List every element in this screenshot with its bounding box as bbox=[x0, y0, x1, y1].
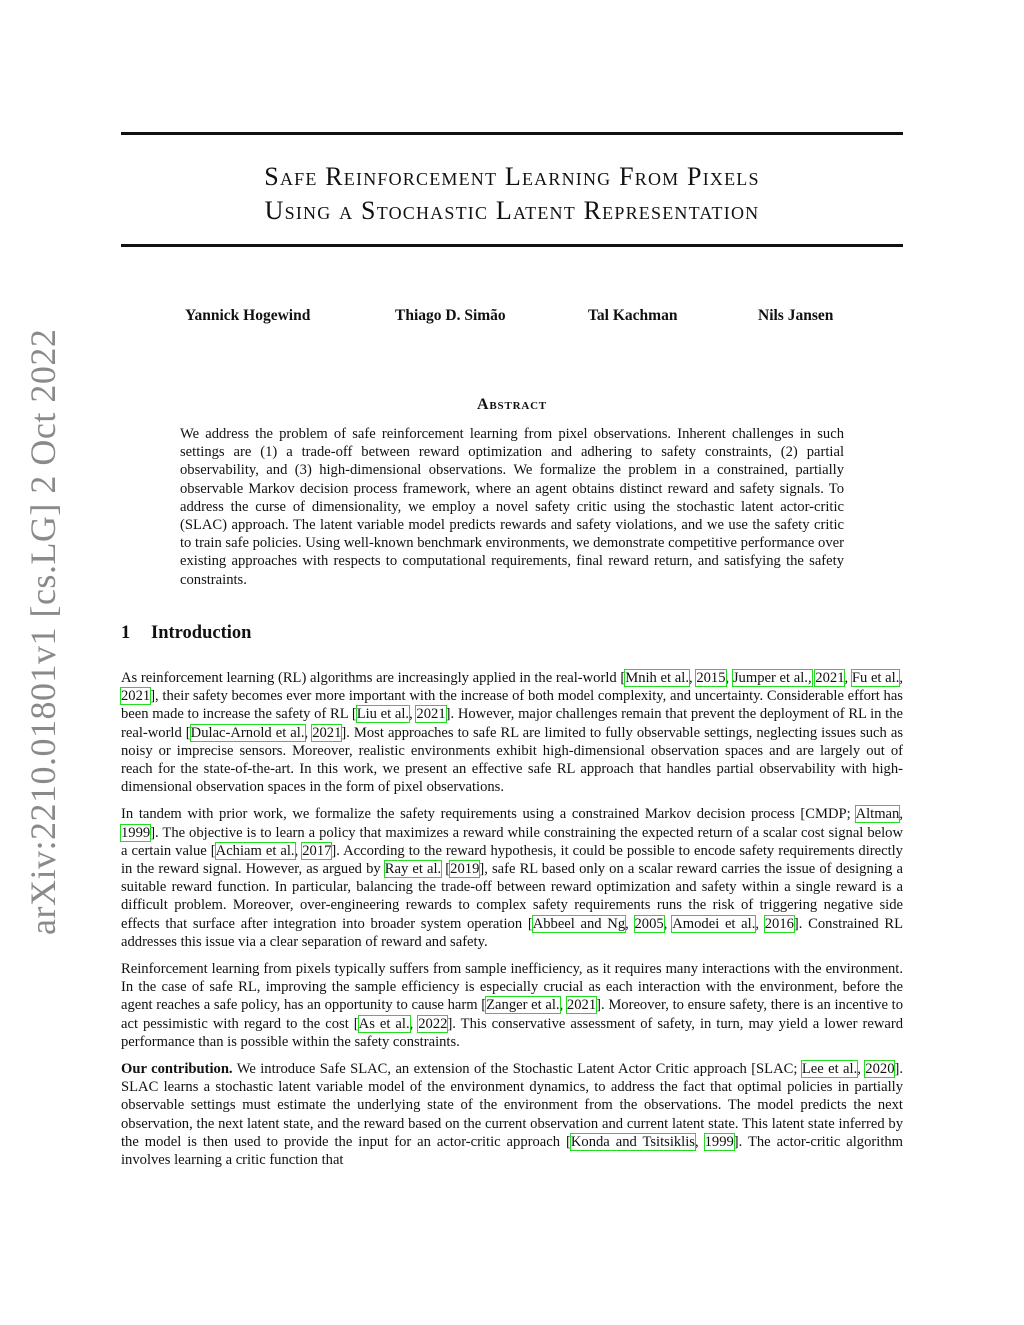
author-3: Tal Kachman bbox=[588, 307, 678, 324]
text-run: , bbox=[694, 1133, 705, 1150]
citation-link[interactable]: Amodei et al. bbox=[672, 915, 756, 932]
citation-link[interactable]: Dulac-Arnold et al. bbox=[190, 724, 305, 741]
abstract-heading: Abstract bbox=[477, 396, 547, 413]
text-run: , bbox=[294, 842, 303, 859]
text-run: In tandem with prior work, we formalize the safety requirements using a constrained Markov decision process [CMDP; bbox=[121, 806, 856, 823]
text-run: , bbox=[857, 1061, 866, 1078]
paragraph-1 bbox=[121, 669, 903, 796]
citation-link[interactable]: 2016 bbox=[764, 915, 794, 932]
arxiv-identifier: arXiv:2210.01801v1 [cs.LG] 2 Oct 2022 bbox=[23, 328, 63, 935]
text-run: , bbox=[304, 724, 313, 741]
text-run: , bbox=[409, 706, 417, 723]
text-run: , bbox=[725, 670, 733, 686]
text-run: , bbox=[559, 997, 567, 1014]
title-line-2: Using a Stochastic Latent Representation bbox=[264, 196, 760, 225]
text-run: ]. This conservative assessment of safety, in turn, may yield a lower reward performance than is possible within the safety constraints. bbox=[121, 1015, 903, 1050]
citation-link[interactable]: 2005 bbox=[634, 915, 664, 932]
paragraph-2 bbox=[121, 805, 903, 951]
citation-link[interactable]: Konda and Tsitsiklis bbox=[570, 1133, 695, 1150]
citation-link[interactable]: 2021 bbox=[312, 724, 342, 741]
text-run: ]. The objective is to learn a policy that maximizes a reward while constraining the expected return of a scalar cost signal below a certain value [ bbox=[121, 824, 903, 859]
paragraph-lead: Our contribution. bbox=[121, 1061, 233, 1078]
text-run: ]. Constrained RL addresses this issue via a clear separation of reward and safety. bbox=[121, 915, 904, 950]
citation-link[interactable]: 2021 bbox=[566, 997, 597, 1014]
text-run: ]. The actor-critic algorithm involves learning a critic function that bbox=[121, 1133, 904, 1169]
citation-link[interactable]: 2017 bbox=[302, 842, 332, 859]
citation-link[interactable]: 1999 bbox=[121, 824, 151, 841]
citation-link[interactable]: Liu et al. bbox=[356, 706, 410, 723]
text-run: ], their safety becomes ever more important with the increase of both model complexity, and uncertainty. Considerable effort has been made to increase the safety of RL [ bbox=[121, 688, 903, 723]
text-run: , bbox=[844, 670, 852, 686]
citation-link[interactable]: Fu et al. bbox=[851, 670, 900, 686]
text-run: Reinforcement learning from pixels typically suffers from sample inefficiency, as it requires many interactions with the environment. In the case of safe RL, improving the sample efficiency is especially crucial as each interaction with the environment, before the agent reaches a safe policy, has an opportunity to cause harm [ bbox=[121, 961, 903, 1014]
citation-link[interactable]: 1999 bbox=[704, 1133, 734, 1150]
text-run: As reinforcement learning (RL) algorithms are increasingly applied in the real-world [ bbox=[121, 670, 626, 686]
text-run: We introduce Safe SLAC, an extension of the Stochastic Latent Actor Critic approach [SLAC; bbox=[232, 1061, 802, 1078]
text-run: , bbox=[409, 1015, 419, 1032]
title-rule-top bbox=[121, 132, 903, 135]
text-run: [ bbox=[441, 861, 451, 878]
paragraph-4 bbox=[121, 1060, 903, 1169]
text-run: ]. Moreover, to ensure safety, there is an incentive to act pessimistic with regard to the cost [ bbox=[121, 997, 904, 1032]
paragraph-3 bbox=[121, 960, 903, 1051]
citation-link[interactable]: Abbeel and Ng bbox=[532, 915, 626, 932]
citation-link[interactable]: Lee et al. bbox=[801, 1061, 858, 1078]
citation-link[interactable]: Jumper et al., bbox=[732, 670, 812, 686]
text-run: ], safe RL based only on a scalar reward carries the issue of designing a suitable reward function. In particular, balancing the trade-off between reward optimization and safety within a single reward is a difficult problem. Moreover, over-engineering rewards to complex safety requirements runs the risk of triggering negative side effects that surface after integration into broader system operation [ bbox=[121, 861, 903, 932]
text-run: ]. SLAC learns a stochastic latent variable model of the environment dynamics, to address the fact that optimal policies in partially observable settings must estimate the underlying state of the environment from the observations. The model predicts the next observation, the next latent state, and the reward based on the current observation and current latent state. This latent state inferred by the model is then used to provide the input for an actor-critic approach [ bbox=[121, 1061, 903, 1150]
title-rule-bottom bbox=[121, 244, 903, 247]
introduction-body bbox=[121, 669, 903, 1178]
section-title: Introduction bbox=[151, 623, 252, 643]
text-run: , bbox=[663, 915, 673, 932]
paper-title bbox=[121, 160, 903, 228]
author-list bbox=[121, 307, 903, 327]
citation-link[interactable]: Mnih et al. bbox=[625, 670, 689, 686]
citation-link[interactable]: 2020 bbox=[865, 1061, 895, 1078]
citation-link[interactable]: Achiam et al. bbox=[215, 842, 295, 859]
text-run: ]. According to the reward hypothesis, it could be possible to encode safety requirements directly in the reward signal. However, as argued by bbox=[121, 842, 903, 878]
text-run: , bbox=[899, 670, 904, 686]
author-1: Yannick Hogewind bbox=[185, 307, 311, 324]
citation-link[interactable]: 2021 bbox=[121, 688, 151, 705]
text-run: , bbox=[899, 806, 903, 823]
citation-link[interactable]: As et al. bbox=[358, 1015, 410, 1032]
text-run: ]. However, major challenges remain that prevent the deployment of RL in the real-world [ bbox=[121, 706, 903, 741]
citation-link[interactable]: Altman bbox=[855, 806, 900, 823]
section-number: 1 bbox=[121, 623, 131, 643]
text-run: , bbox=[688, 670, 697, 686]
title-line-1: Safe Reinforcement Learning From Pixels bbox=[264, 162, 760, 191]
citation-link[interactable]: 2022 bbox=[418, 1015, 448, 1032]
section-heading bbox=[121, 623, 251, 644]
citation-link[interactable]: 2015 bbox=[696, 670, 726, 686]
citation-link[interactable]: 2021 bbox=[416, 706, 446, 723]
author-4: Nils Jansen bbox=[758, 307, 834, 324]
citation-link[interactable]: 2021 bbox=[815, 670, 845, 686]
citation-link[interactable]: 2019 bbox=[450, 861, 480, 878]
text-run: ]. Most approaches to safe RL are limited to fully observable settings, neglecting issues such as noisy or imprecise sensors. Moreover, realistic environments exhibit high-dimensional observation spaces and are largely out of reach for the state-of-the-art. In this work, we present an effective safe RL approach that handles partial observability with high-dimensional observation spaces in the form of pixel observations. bbox=[121, 724, 904, 796]
citation-link[interactable]: Ray et al. bbox=[384, 861, 442, 878]
author-2: Thiago D. Simão bbox=[395, 307, 506, 324]
citation-link[interactable]: Zanger et al. bbox=[486, 997, 560, 1014]
abstract-text: We address the problem of safe reinforcement learning from pixel observations. Inherent challenges in such settings are (1) a trade-off between reward optimization and adhering to safety constraints, (2) partial observability, and (3) high-dimensional observations. We formalize the problem in a constrained, partially observable Markov decision process framework, where an agent obtains distinct reward and safety signals. To address the curse of dimensionality, we employ a novel safety critic using the stochastic latent actor-critic (SLAC) approach. The latent variable model predicts rewards and safety violations, and we use the safety critic to train safe policies. Using well-known benchmark environments, we demonstrate competitive performance over existing approaches with respects to computational requirements, final reward return, and satisfying the safety constraints. bbox=[180, 426, 844, 588]
text-run: , bbox=[625, 915, 635, 932]
text-run: , bbox=[755, 915, 765, 932]
